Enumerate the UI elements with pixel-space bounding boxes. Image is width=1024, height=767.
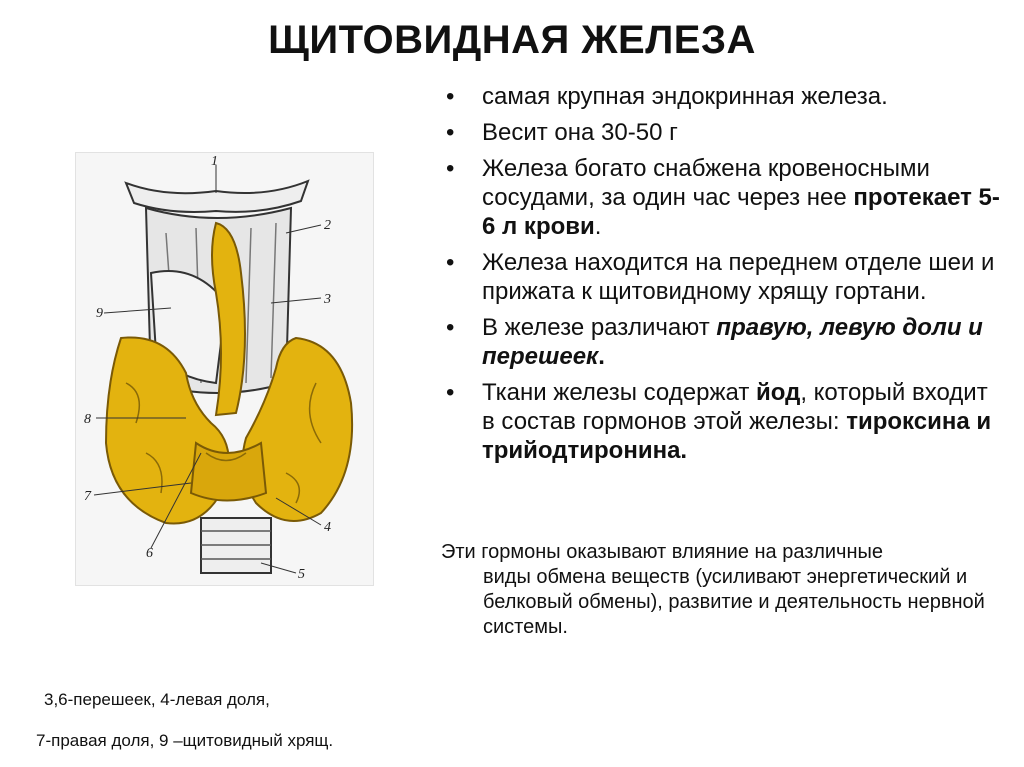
hyoid-bone — [126, 181, 308, 212]
figure-label-4: 4 — [324, 520, 331, 535]
figure-caption-line-1: 3,6-перешеек, 4-левая доля, — [44, 690, 270, 709]
figure-caption-line-2: 7-правая доля, 9 –щитовидный хрящ. — [36, 731, 334, 750]
list-item: • самая крупная эндокринная железа. — [440, 82, 1000, 111]
list-item: • Весит она 30-50 г — [440, 118, 1000, 147]
thyroid-illustration — [75, 152, 374, 586]
figure-label-2: 2 — [324, 218, 331, 233]
figure-label-7: 7 — [84, 489, 91, 504]
figure-label-6: 6 — [146, 546, 153, 561]
note-continuation: виды обмена веществ (усиливают энергетический и белковый обмены), развитие и деятельность нервной системы. — [483, 566, 985, 638]
figure-label-5: 5 — [298, 567, 305, 582]
list-item: • Железа богато снабжена кровеносными сосудами, за один час через нее протекает 5-6 л крови. — [440, 154, 1000, 241]
figure-label-8: 8 — [84, 412, 91, 427]
list-item: • Ткани железы содержат йод, который входит в состав гормонов этой железы: тироксина и трийодтиронина. — [440, 378, 1000, 465]
hormones-note — [441, 540, 1011, 640]
facts-list — [440, 82, 1000, 472]
figure-label-1: 1 — [211, 154, 218, 169]
note-first-line: Эти гормоны оказывают влияние на различные — [441, 541, 884, 563]
page-title: ЩИТОВИДНАЯ ЖЕЛЕЗА — [268, 18, 756, 62]
thyroid-anatomy-drawing — [76, 153, 373, 585]
figure-label-9: 9 — [96, 306, 103, 321]
list-item: • Железа находится на переднем отделе шеи и прижата к щитовидному хрящу гортани. — [440, 248, 1000, 306]
figure-label-3: 3 — [324, 292, 331, 307]
list-item: • В железе различают правую, левую доли и перешеек. — [440, 313, 1000, 371]
trachea — [201, 518, 271, 573]
